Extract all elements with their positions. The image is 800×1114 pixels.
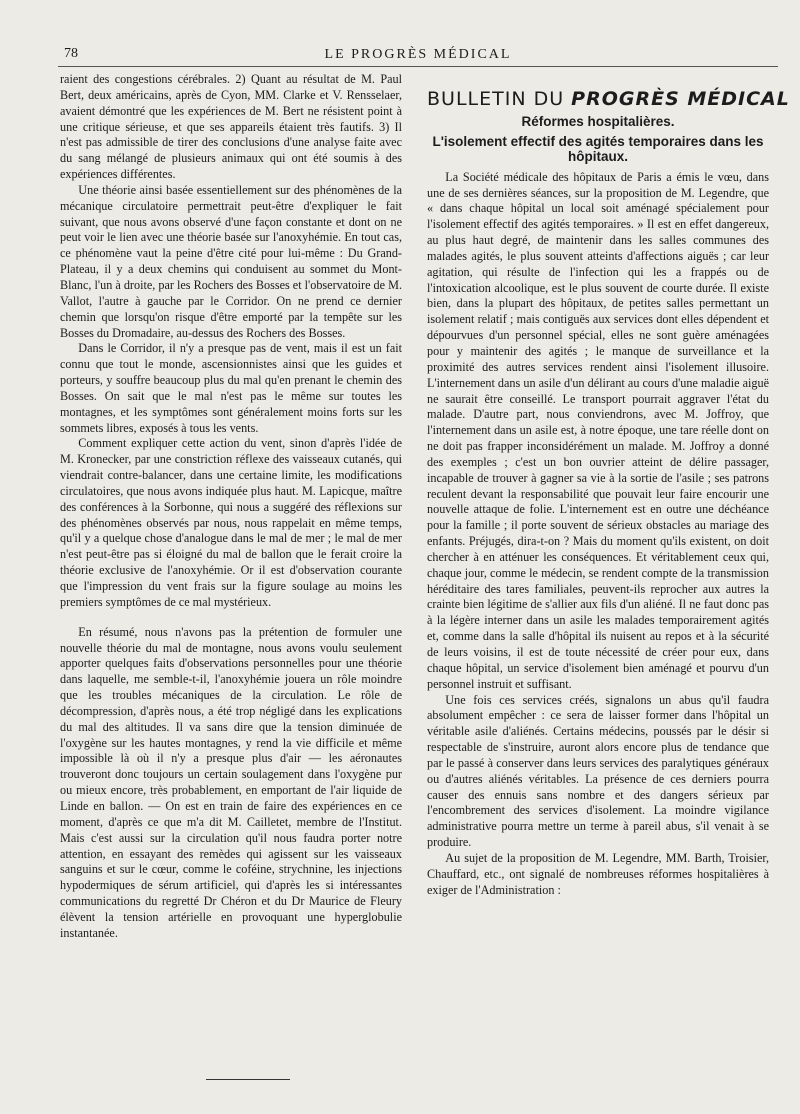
paragraph: Au sujet de la proposition de M. Legendre, MM. Barth, Troisier, Chauffard, etc., ont signalé de nombreuses réformes hospitalières à exiger de l'Administration : [427, 850, 769, 897]
page-number: 78 [64, 46, 78, 61]
paragraph: Comment expliquer cette action du vent, sinon d'après l'idée de M. Kronecker, par une constriction réflexe des vaisseaux cutanés, qui viendrait contre-balancer, dans une certaine limite, les modifications circulatoires, que nous avons indiquée plus haut. M. Lapicque, maître des conférences à la Sorbonne, qui nous a suggéré des réflexions sur des phénomènes observés par nous, nous rappelait en même temps, qu'il y a quelque chose d'analogue dans le mal de mer ; le mal de mer n'est peut-être pas si éloigné du mal de ballon que le ferait croire la théorie exclusive de l'anoxyhémie. Or il est d'observation courante que l'impression du vent frais sur la figure soulage au moins les premiers symptômes de ce mal mystérieux. [60, 436, 402, 609]
section-heading: Réformes hospitalières. [521, 113, 675, 129]
bulletin-title-emphasis: PROGRÈS MÉDICAL [571, 88, 790, 110]
running-head: LE PROGRÈS MÉDICAL [324, 47, 512, 62]
right-column [427, 72, 790, 899]
bulletin-title-prefix: BULLETIN DU [427, 88, 565, 110]
left-column [60, 72, 402, 942]
paragraph: En résumé, nous n'avons pas la prétention de formuler une nouvelle théorie du mal de montagne, nous avons voulu seulement apporter quelques faits d'observations personnelles pour une théorie dans laquelle, me semble-t-il, l'anoxyhémie jouera un rôle moindre que les troubles mécaniques de la circulation. Le rôle de décompression, d'après nous, a été trop négligé dans les explications du mal des altitudes. Il va sans dire que la tension diminuée de l'oxygène sur les hautes montagnes, y rend la vie difficile et même impossible là où il n'y a presque plus d'air — les aéronautes trouveront donc toujours un certain soulagement dans l'oxygène pur ou mieux encore, très probablement, en emportant de l'air liquide de Linde en ballon. — On est en train de faire des expériences en ce moment, d'après ce que m'a dit M. Cailletet, membre de l'Institut. Mais c'est aussi sur la circulation qu'il nous faudra porter notre attention, en essayant des remèdes qui agissent sur les vaisseaux sanguins et sur le cœur, comme le coféine, strychnine, les injections hypodermiques de sérum artificiel, qui d'après les si intéressantes communications du regretté Dr Chéron et du Dr Maurice de Fleury élèvent la tension artérielle en provoquant une hyperglobulie instantanée. [60, 624, 402, 940]
page-header [58, 44, 778, 67]
paragraph: raient des congestions cérébrales. 2) Quant au résultat de M. Paul Bert, deux américains, après de Cyon, MM. Clarke et V. Rensselaer, avaient démontré que les expériences de M. Bert ne résistent point à une critique sérieuse, et que ses appareils étaient très fautifs. 3) Il n'est pas admissible de tirer des conclusions d'une analyse faite avec du sang mélangé de plusieurs animaux qui ont été soumis à des expériences différentes. [60, 72, 402, 182]
paragraph: Dans le Corridor, il n'y a presque pas de vent, mais il est un fait connu que tout le monde, ascensionnistes ainsi que les guides et porteurs, y souffre beaucoup plus du mal qu'en prenant le chemin des Bosses. On sait que le mal n'est pas le même sur toutes les montagnes, et les symptômes sont généralement moins forts sur les sommets libres, exposés à tous les vents. [60, 341, 402, 435]
bulletin-title [427, 88, 790, 110]
end-rule [206, 1079, 290, 1080]
article-heading: L'isolement effectif des agités temporaires dans les hôpitaux. [432, 133, 764, 164]
paragraph: Une fois ces services créés, signalons un abus qu'il faudra absolument empêcher : ce sera de laisser former dans l'hôpital un véritable asile d'aliénés. Certains médecins, poussés par le désir si respectable de s'instruire, auront alors encore plus de tendance que par le passé à conserver dans leurs services des paralytiques généraux ou d'autres aliénés véritables. La présence de ces derniers pourra causer des ennuis sans nombre et des dangers sérieux par l'encombrement des services d'isolement. La moindre vigilance administrative pourra mettre un terme à pareil abus, s'il venait à se produire. [427, 692, 769, 850]
paragraph: La Société médicale des hôpitaux de Paris a émis le vœu, dans une de ses dernières séances, sur la proposition de M. Legendre, que « dans chaque hôpital un local soit aménagé spécialement pour l'isolement effectif des agités temporaires. » Il est en effet dangereux, au plus haut degré, de maintenir dans les salles communes des malades agités, le plus souvent atteints d'affections aiguës ; car leur agitation, qui résulte de l'infection qui les a frappés ou de l'intoxication alcoolique, est le plus souvent de courte durée. Il existe bien, dans la plupart des hôpitaux, de petites salles permettant un isolement relatif ; mais contiguës aux services dont elles dépendent et dépourvues d'un personnel spécial, elles ne sont guère aménagées pour y maintenir des agités ; le manque de surveillance et la proximité des autres services rendent ainsi l'isolement illusoire. L'internement dans un asile d'un délirant au cours d'une maladie aiguë ne saurait être conseillé. Le transport pourrait aggraver l'état du malade. D'autre part, nous conviendrons, avec M. Joffroy, que l'internement dans un asile est, à notre époque, une tare réelle dont on ne doit pas frapper inconsidérément un malade. M. Joffroy a donné des exemples ; c'est un bon ouvrier atteint de délire passager, incapable de trouver à gagner sa vie à la sortie de l'asile ; ses patrons reculent devant la responsabilité que pouvait leur faire encourir une nouvelle attaque de folie. L'internement est en outre une déchéance pour la famille ; il porte souvent de sérieux obstacles au mariage des enfants. Préjugés, dira-t-on ? Mais du moment qu'ils existent, on doit chercher à en atténuer les conséquences. Et véritablement ceux qui, chaque jour, comme le médecin, se rendent compte de la transmission héréditaire des tares familiales, peuvent-ils reprocher aux autres la crainte bien légitime de s'allier aux fils d'un aliéné. Il ne faut donc pas à la légère interner dans un asile les malades temporairement agités et, comme dans la salle d'hôpital ils nuisent au repos et à la sécurité de leurs voisins, il est de toute nécessité de créer pour eux, dans chaque hôpital, un service d'isolement bien aménagé et pourvu d'un personnel instruit et suffisant. [427, 169, 769, 691]
paragraph: Une théorie ainsi basée essentiellement sur des phénomènes de la mécanique circulatoire permettrait peut-être d'expliquer le fait suivant, que nous avons observé d'une façon constante et dont on ne peut voir le lien avec une théorie basée sur l'anoxyhémie. En tout cas, ce phénomène vaut la peine d'être cité pour lui-même : Du Grand-Plateau, il y a deux chemins qui conduisent au sommet du Mont-Blanc, l'un à droite, par les Rochers des Bosses et l'observatoire de M. Vallot, l'autre à gauche par le Corridor. On ne prend ce dernier chemin que lorsqu'on risque d'être emporté par la tempête sur les Bosses du Dromadaire, au-dessus des Rochers des Bosses. [60, 182, 402, 340]
